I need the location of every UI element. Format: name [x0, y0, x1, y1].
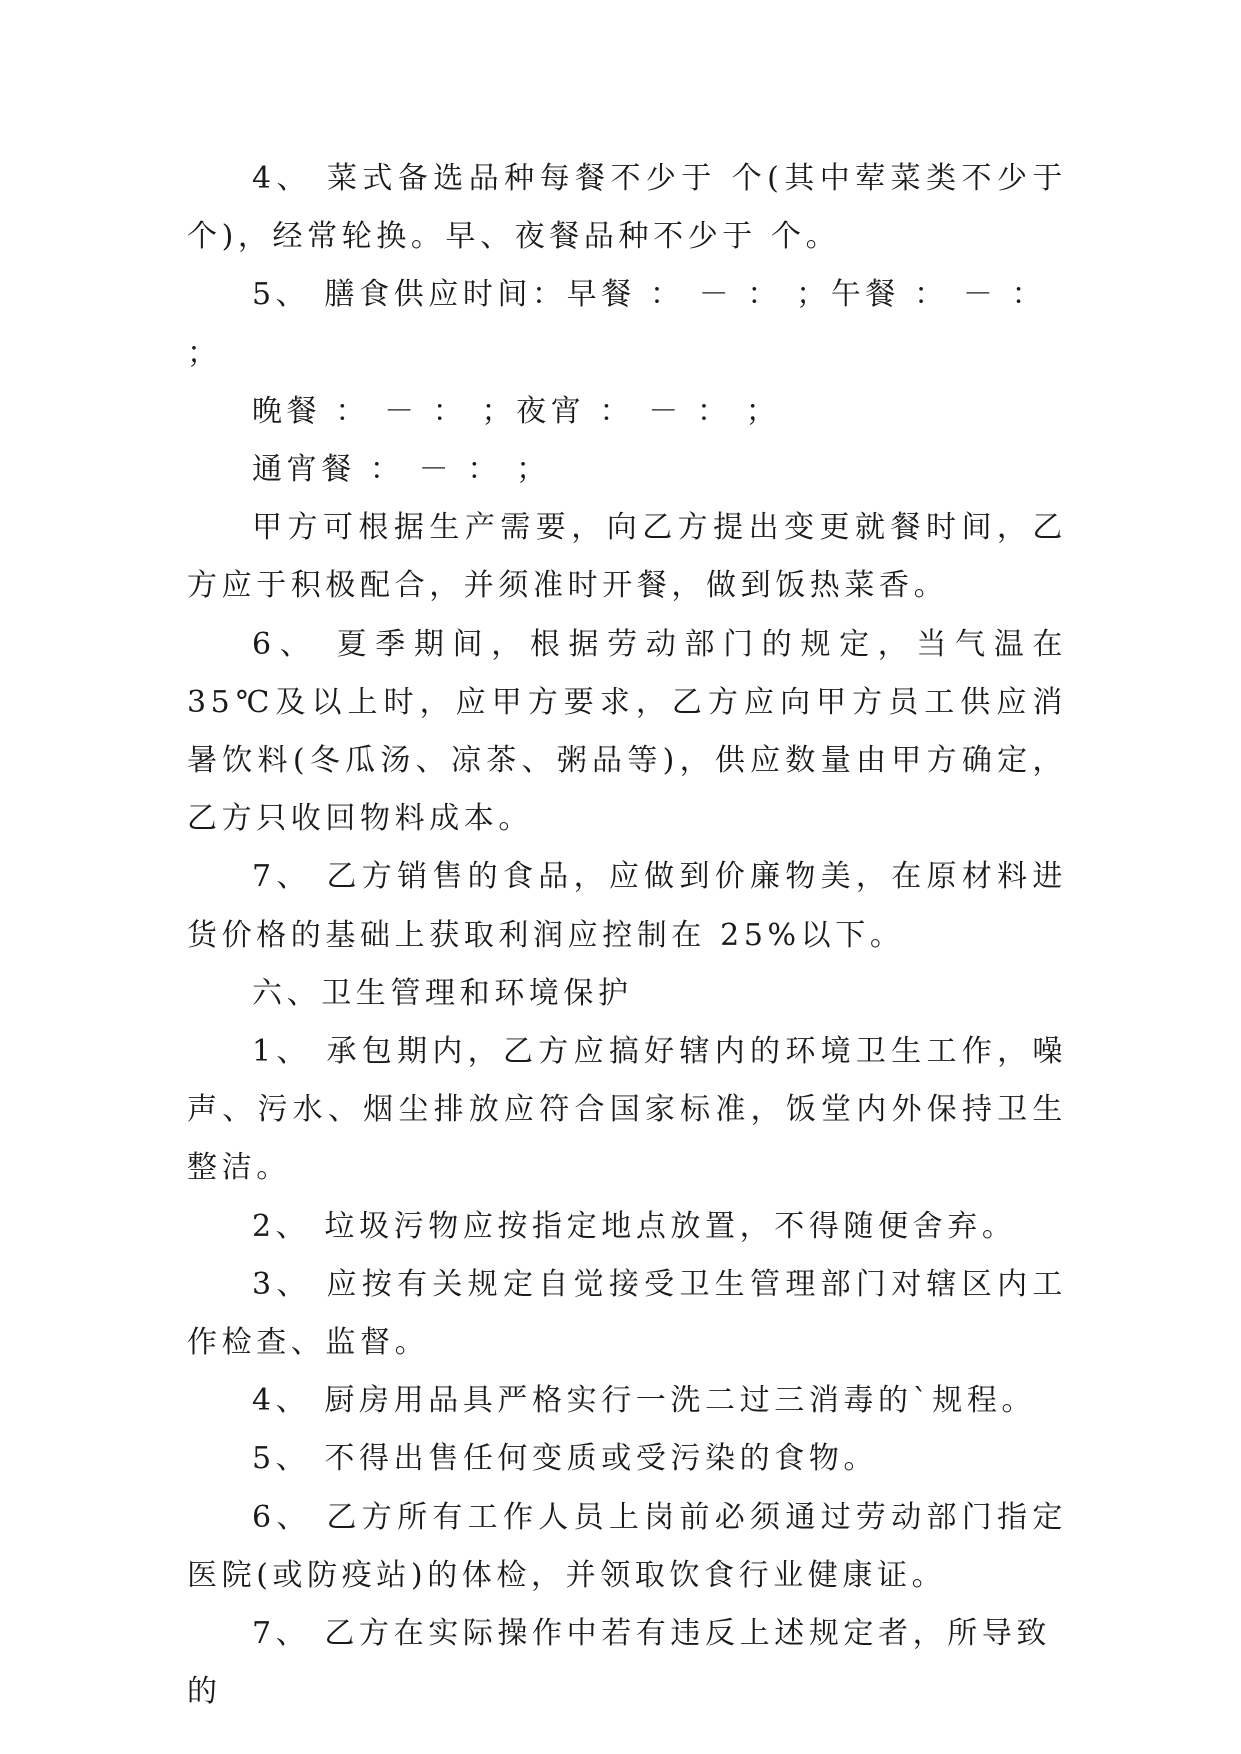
document-body — [187, 150, 1067, 1721]
paragraph-environment: 1、 承包期内，乙方应搞好辖内的环境卫生工作，噪声、污水、烟尘排放应符合国家标准，饭堂内外保持卫生整洁。 — [187, 1034, 1067, 1186]
paragraph-time-change: 甲方可根据生产需要，向乙方提出变更就餐时间，乙方应于积极配合，并须准时开餐，做到饭热菜香。 — [187, 510, 1067, 604]
paragraph-food-safety: 5、 不得出售任何变质或受污染的食物。 — [252, 1441, 879, 1477]
paragraph-inspection: 3、 应按有关规定自觉接受卫生管理部门对辖区内工作检查、监督。 — [187, 1266, 1067, 1361]
paragraph-health-check: 6、 乙方所有工作人员上岗前必须通过劳动部门指定医院(或防疫站)的体检，并领取饮食行业健康证。 — [187, 1499, 1067, 1593]
paragraph-overnight-meal: 通宵餐 ： － ： ； — [252, 452, 551, 488]
paragraph-violations: 7、 乙方在实际操作中若有违反上述规定者，所导致的 — [187, 1616, 1052, 1710]
paragraph-summer-drinks: 6、 夏季期间，根据劳动部门的规定，当气温在 35℃及以上时，应甲方要求，乙方应向甲方员工供应消暑饮料(冬瓜汤、凉茶、粥品等)，供应数量由甲方确定，乙方只收回物料成本。 — [187, 626, 1067, 837]
paragraph-menu-variety: 4、 菜式备选品种每餐不少于 个(其中荤菜类不少于 个)，经常轮换。早、夜餐品种不少于 个。 — [187, 161, 1067, 255]
paragraph-pricing: 7、 乙方销售的食品，应做到价廉物美，在原材料进货价格的基础上获取利润应控制在 25%以下。 — [187, 859, 1067, 953]
paragraph-meal-times: 5、 膳食供应时间：早餐 ： － ： ；午餐 ： － ： ； — [187, 277, 1047, 371]
paragraph-garbage: 2、 垃圾污物应按指定地点放置，不得随便舍弃。 — [252, 1208, 1017, 1244]
paragraph-dinner-times: 晚餐 ： － ： ；夜宵 ： － ： ； — [252, 393, 781, 429]
paragraph-disinfection: 4、 厨房用品具严格实行一洗二过三消毒的`规程。 — [252, 1383, 1037, 1419]
section-heading-hygiene: 六、卫生管理和环境保护 — [252, 975, 633, 1011]
